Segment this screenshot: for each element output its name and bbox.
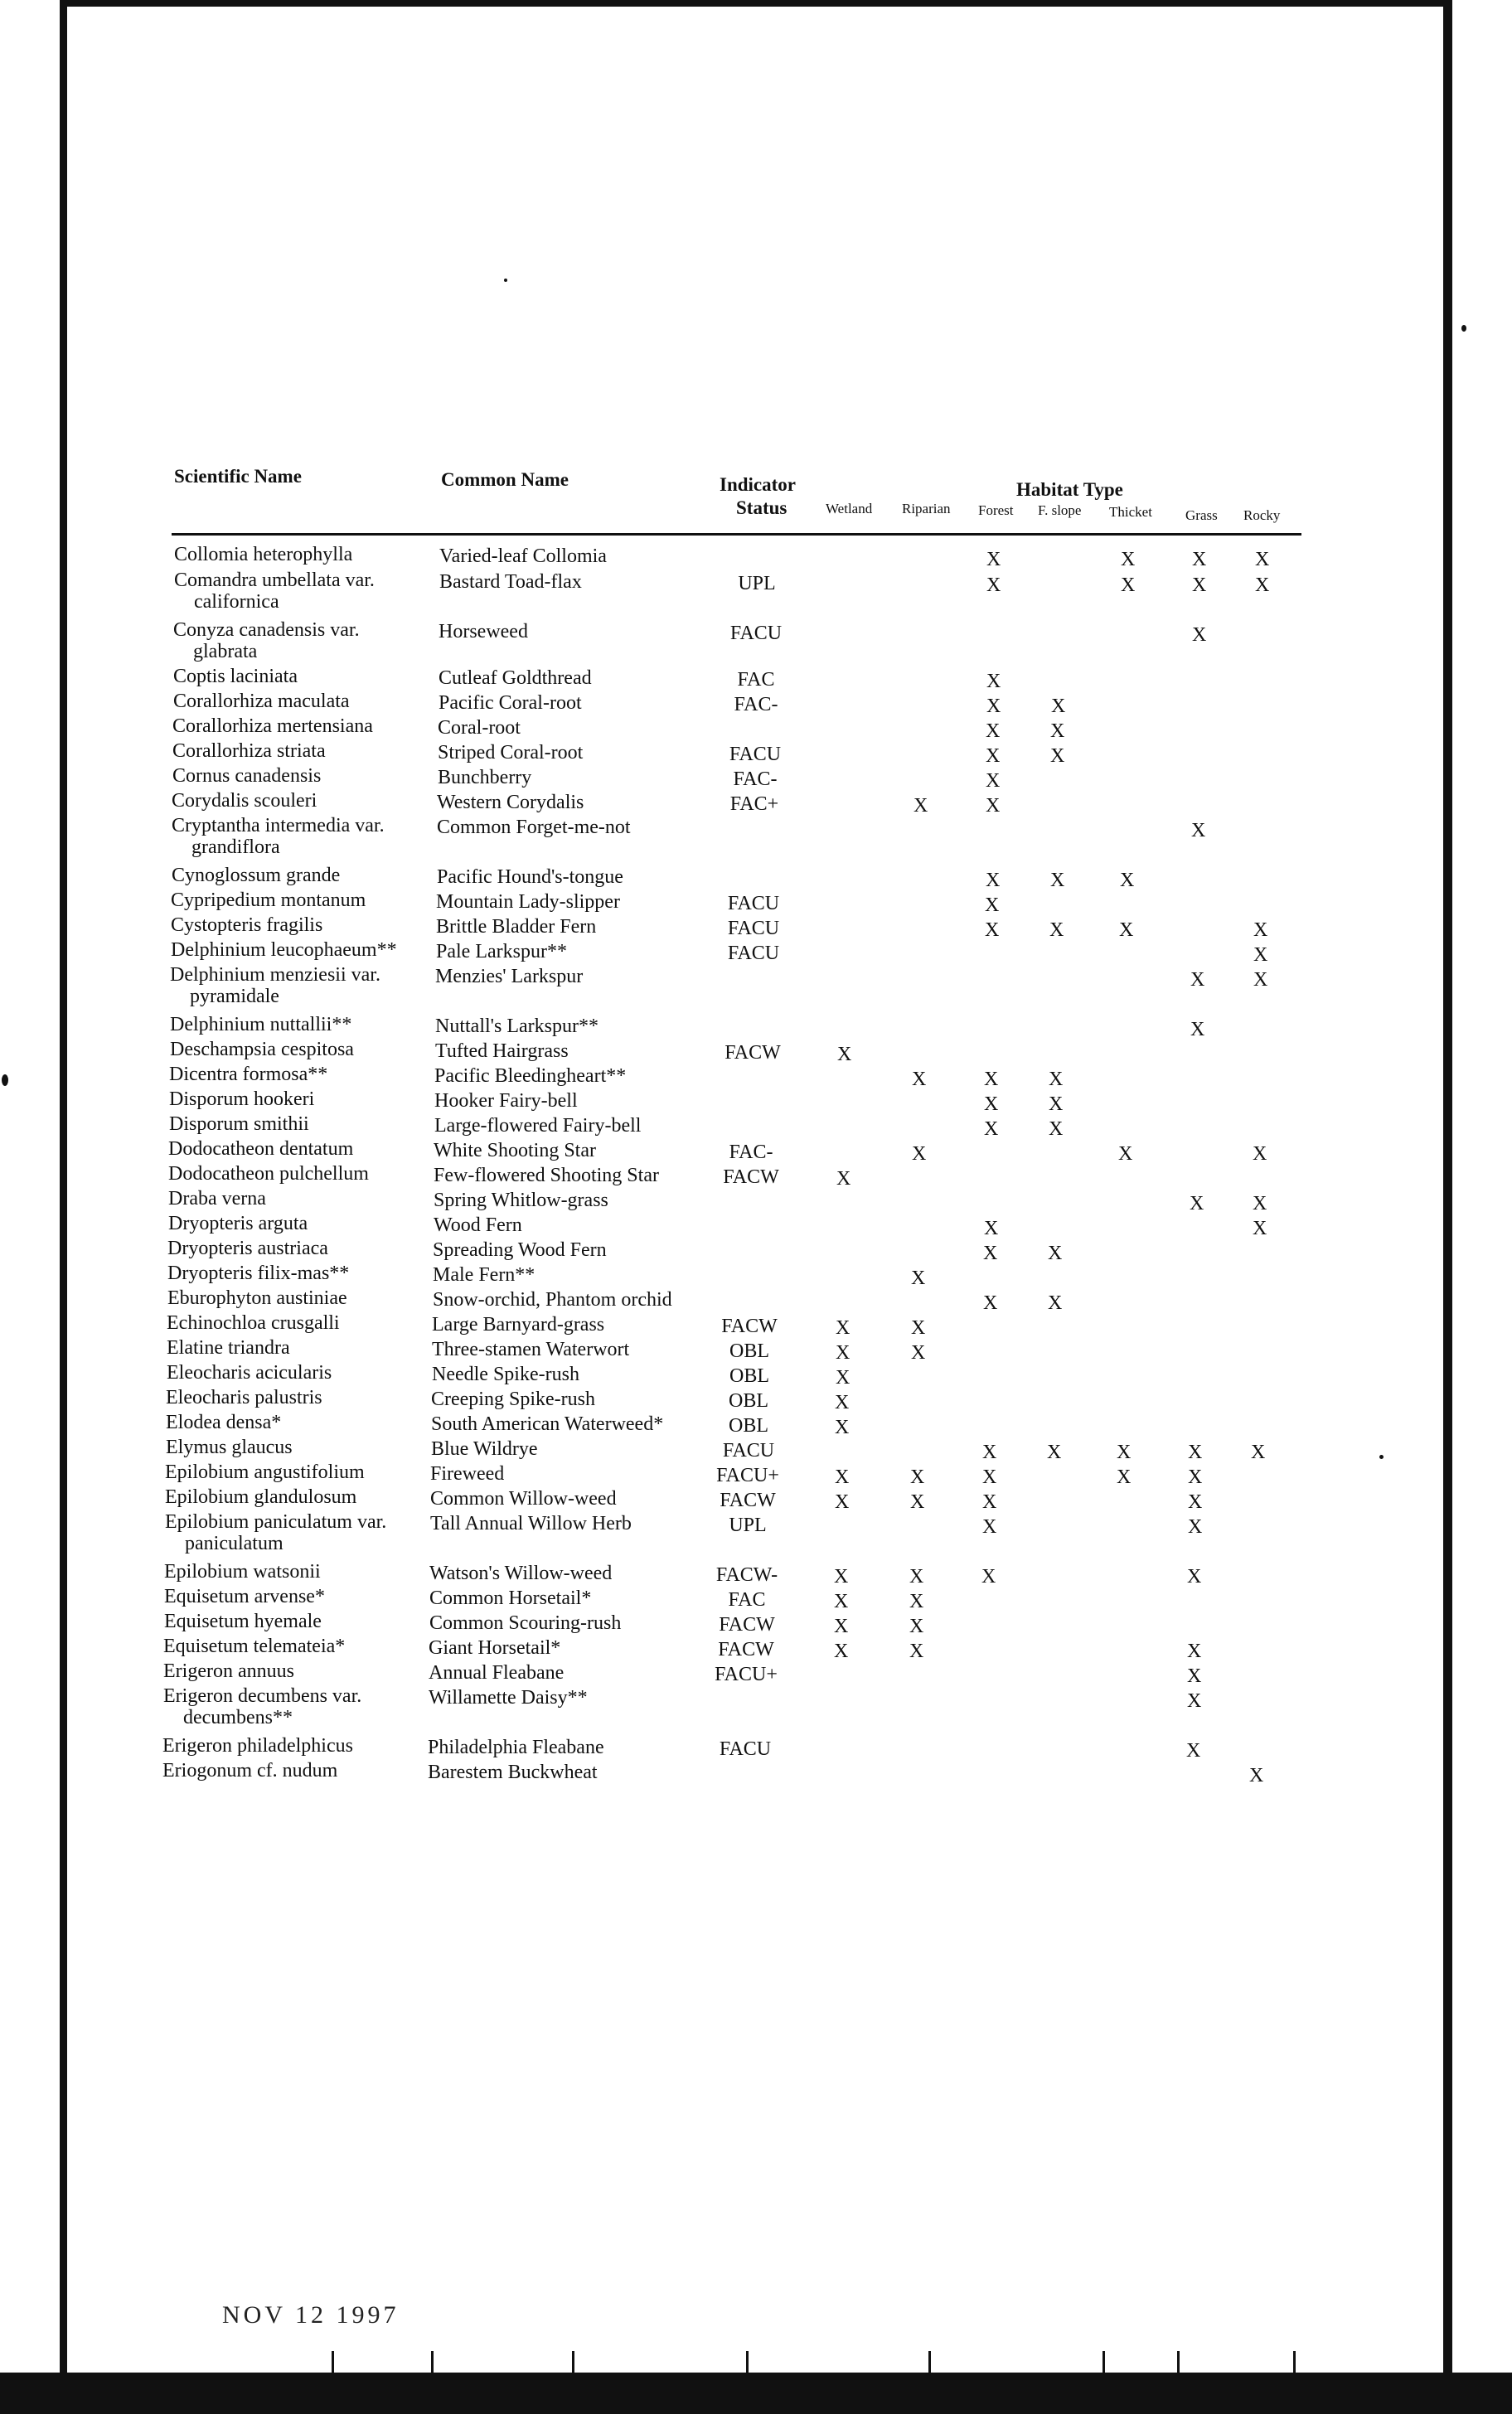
common-name: Pale Larkspur** (436, 941, 567, 962)
table-row (0, 1137, 1512, 1165)
habitat-mark-forest: X (986, 770, 1001, 792)
scientific-name: Delphinium leucophaeum** (171, 939, 397, 961)
habitat-mark-wetland: X (836, 1367, 850, 1389)
habitat-mark-fslope: X (1049, 1118, 1064, 1140)
indicator-status: FACU (722, 1440, 775, 1461)
habitat-mark-riparian: X (909, 1641, 924, 1662)
common-name: Spring Whitlow-grass (434, 1190, 608, 1211)
habitat-mark-forest: X (982, 1466, 997, 1488)
common-name: Pacific Hound's-tongue (437, 866, 623, 888)
table-row (0, 690, 1512, 715)
indicator-status: FACW (724, 1042, 781, 1064)
indicator-status: OBL (729, 1365, 769, 1387)
habitat-mark-thicket: X (1121, 549, 1136, 570)
habitat-mark-grass: X (1187, 1641, 1202, 1662)
table-row (0, 914, 1512, 941)
table-row (0, 1287, 1512, 1314)
indicator-status: FAC (737, 669, 775, 691)
common-name: Creeping Spike-rush (431, 1389, 595, 1410)
header-indicator: Indicator (720, 474, 796, 495)
scientific-name: Cynoglossum grande (172, 865, 341, 886)
header-common-name: Common Name (441, 469, 569, 490)
indicator-status: FACW (723, 1166, 779, 1188)
habitat-mark-rocky: X (1253, 1218, 1267, 1239)
habitat-mark-rocky: X (1253, 919, 1268, 941)
scientific-name: Erigeron philadelphicus (162, 1735, 353, 1757)
header-grass: Grass (1185, 507, 1218, 523)
habitat-mark-grass: X (1188, 1466, 1203, 1488)
common-name: Willamette Daisy** (429, 1687, 588, 1709)
habitat-mark-grass: X (1188, 1442, 1203, 1463)
habitat-mark-wetland: X (835, 1392, 850, 1413)
scientific-name: Disporum hookeri (169, 1088, 315, 1110)
habitat-mark-wetland: X (834, 1616, 849, 1637)
scientific-name: Cystopteris fragilis (171, 914, 323, 936)
habitat-mark-grass: X (1190, 1019, 1205, 1040)
scientific-name-continued: grandiflora (191, 836, 280, 858)
habitat-mark-rocky: X (1255, 549, 1270, 570)
indicator-status: FACW (718, 1639, 774, 1660)
table-row (0, 864, 1512, 889)
indicator-status: FAC- (729, 1142, 773, 1163)
scientific-name: Dodocatheon dentatum (168, 1138, 354, 1160)
habitat-mark-riparian: X (910, 1466, 925, 1488)
common-name: Needle Spike-rush (432, 1364, 579, 1385)
scientific-name: Equisetum telemateia* (163, 1636, 346, 1657)
scientific-name: Elodea densa* (166, 1412, 282, 1433)
scientific-name: Cryptantha intermedia var. (172, 815, 385, 836)
common-name: Snow-orchid, Phantom orchid (433, 1289, 672, 1311)
scientific-name-continued: californica (194, 591, 279, 613)
indicator-status: FAC+ (729, 793, 779, 815)
common-name: Western Corydalis (437, 792, 584, 813)
scan-bottom-ticks (0, 2351, 1512, 2373)
table-row (0, 1461, 1512, 1486)
scientific-name: Corallorhiza mertensiana (172, 715, 373, 737)
habitat-mark-fslope: X (1050, 870, 1065, 891)
table-row (0, 1660, 1512, 1687)
scientific-name: Epilobium angustifolium (165, 1461, 365, 1483)
habitat-mark-riparian: X (909, 1616, 924, 1637)
table-row (0, 1088, 1512, 1115)
habitat-mark-grass: X (1191, 820, 1206, 841)
habitat-mark-forest: X (986, 745, 1001, 767)
table-row (0, 739, 1512, 767)
indicator-status: FACU (727, 893, 780, 914)
scientific-name: Erigeron annuus (163, 1660, 294, 1682)
habitat-mark-wetland: X (836, 1317, 850, 1339)
table-row (0, 789, 1512, 817)
indicator-status: OBL (729, 1340, 769, 1362)
common-name: Common Forget-me-not (437, 817, 631, 838)
scientific-name: Cornus canadensis (172, 765, 322, 787)
scientific-name: Deschampsia cespitosa (170, 1039, 354, 1060)
header-status: Status (736, 497, 788, 518)
indicator-status: FACU (727, 943, 780, 964)
habitat-mark-thicket: X (1121, 574, 1136, 596)
habitat-mark-fslope: X (1047, 1442, 1062, 1463)
header-thicket: Thicket (1109, 504, 1152, 520)
scientific-name: Equisetum arvense* (164, 1586, 325, 1607)
common-name: Tufted Hairgrass (435, 1040, 569, 1062)
scientific-name: Corallorhiza maculata (173, 691, 350, 712)
table-row (0, 1436, 1512, 1461)
common-name: Cutleaf Goldthread (439, 667, 592, 689)
table-row (0, 569, 1512, 613)
scan-border-bottom (0, 2373, 1512, 2414)
header-rocky: Rocky (1243, 507, 1281, 523)
habitat-mark-forest: X (985, 919, 1000, 941)
habitat-mark-riparian: X (911, 1268, 926, 1289)
table-row (0, 1560, 1512, 1588)
table-row (0, 1585, 1512, 1610)
table-row (0, 1187, 1512, 1212)
habitat-mark-forest: X (986, 720, 1001, 742)
habitat-mark-riparian: X (912, 1143, 927, 1165)
habitat-mark-fslope: X (1048, 1292, 1063, 1314)
habitat-mark-riparian: X (909, 1566, 924, 1588)
habitat-mark-grass: X (1186, 1740, 1201, 1762)
indicator-status: FACU+ (716, 1465, 779, 1486)
indicator-status: FAC- (734, 694, 778, 715)
habitat-mark-grass: X (1192, 574, 1207, 596)
table-row (0, 938, 1512, 966)
indicator-status: FACU (729, 744, 782, 765)
common-name: Large-flowered Fairy-bell (434, 1115, 642, 1137)
habitat-mark-riparian: X (911, 1342, 926, 1364)
common-name: Blue Wildrye (431, 1438, 538, 1460)
table-row (0, 1063, 1512, 1088)
habitat-mark-rocky: X (1253, 969, 1268, 991)
table-row (0, 1162, 1512, 1190)
common-name: Annual Fleabane (429, 1662, 565, 1684)
habitat-mark-grass: X (1190, 969, 1205, 991)
scientific-name: Collomia heterophylla (174, 544, 353, 565)
indicator-status: FACU (727, 918, 780, 939)
habitat-mark-forest: X (986, 549, 1001, 570)
header-rule (172, 533, 1301, 536)
table-row (0, 963, 1512, 1007)
scan-speck (504, 279, 507, 282)
scientific-name: Draba verna (168, 1188, 266, 1209)
habitat-mark-forest: X (981, 1566, 996, 1588)
common-name: Giant Horsetail* (429, 1637, 561, 1659)
habitat-mark-forest: X (984, 1118, 999, 1140)
common-name: Three-stamen Waterwort (432, 1339, 630, 1360)
habitat-mark-forest: X (984, 1218, 999, 1239)
header-wetland: Wetland (826, 501, 873, 516)
habitat-mark-rocky: X (1251, 1442, 1266, 1463)
scientific-name: Elatine triandra (167, 1337, 290, 1359)
common-name: Mountain Lady-slipper (436, 891, 620, 913)
habitat-mark-wetland: X (835, 1491, 850, 1513)
header-habitat-type: Habitat Type (1016, 479, 1123, 500)
indicator-status: OBL (729, 1390, 768, 1412)
habitat-mark-riparian: X (910, 1491, 925, 1513)
habitat-mark-grass: X (1192, 549, 1207, 570)
indicator-status: FACU (729, 623, 783, 644)
common-name: Horseweed (439, 621, 528, 642)
common-name: Watson's Willow-weed (429, 1563, 613, 1584)
habitat-mark-grass: X (1188, 1491, 1203, 1513)
scientific-name: Dodocatheon pulchellum (168, 1163, 369, 1185)
habitat-mark-thicket: X (1119, 919, 1134, 941)
common-name: Nuttall's Larkspur** (435, 1016, 598, 1037)
habitat-mark-wetland: X (835, 1466, 850, 1488)
common-name: Spreading Wood Fern (433, 1239, 607, 1261)
table-row (0, 1237, 1512, 1262)
table-row (0, 665, 1512, 690)
habitat-mark-forest: X (982, 1491, 997, 1513)
habitat-mark-grass: X (1187, 1566, 1202, 1588)
common-name: Common Horsetail* (429, 1588, 592, 1609)
common-name: Pacific Bleedingheart** (434, 1065, 627, 1087)
habitat-mark-rocky: X (1249, 1765, 1264, 1786)
common-name: White Shooting Star (434, 1140, 596, 1161)
indicator-status: OBL (729, 1415, 768, 1437)
table-row (0, 1038, 1512, 1063)
table-row (0, 1013, 1512, 1038)
common-name: Striped Coral-root (438, 742, 584, 763)
scientific-name: Erigeron decumbens var. (163, 1685, 362, 1707)
scientific-name: Dryopteris filix-mas** (167, 1263, 350, 1284)
common-name: Few-flowered Shooting Star (434, 1165, 659, 1186)
habitat-mark-thicket: X (1118, 1143, 1133, 1165)
indicator-status: FACW (719, 1614, 775, 1636)
habitat-mark-wetland: X (834, 1566, 849, 1588)
habitat-mark-forest: X (982, 1516, 997, 1538)
scientific-name: Eleocharis acicularis (167, 1362, 332, 1384)
habitat-mark-rocky: X (1253, 944, 1268, 966)
indicator-status: UPL (729, 1515, 767, 1536)
common-name: Male Fern** (433, 1264, 536, 1286)
table-row (0, 1262, 1512, 1287)
indicator-status: FAC (728, 1589, 766, 1611)
scientific-name: Delphinium menziesii var. (170, 964, 380, 986)
scientific-name-continued: decumbens** (183, 1707, 293, 1728)
scientific-name: Dicentra formosa** (169, 1064, 328, 1085)
habitat-mark-fslope: X (1051, 696, 1066, 717)
table-row (0, 1212, 1512, 1237)
scan-speck (1461, 325, 1466, 332)
habitat-mark-grass: X (1190, 1193, 1204, 1214)
table-row (0, 814, 1512, 858)
habitat-mark-fslope: X (1050, 745, 1065, 767)
indicator-status: FACW (720, 1490, 776, 1511)
habitat-mark-grass: X (1187, 1665, 1202, 1687)
common-name: South American Waterweed* (431, 1413, 664, 1435)
scientific-name: Equisetum hyemale (164, 1611, 322, 1632)
indicator-status: FACW (721, 1316, 778, 1337)
table-row (0, 1684, 1512, 1728)
scientific-name: Elymus glaucus (166, 1437, 293, 1458)
common-name: Varied-leaf Collomia (439, 545, 607, 567)
habitat-mark-wetland: X (836, 1168, 851, 1190)
habitat-mark-thicket: X (1117, 1442, 1132, 1463)
habitat-mark-forest: X (986, 696, 1001, 717)
scientific-name: Eburophyton austiniae (167, 1287, 347, 1309)
habitat-mark-rocky: X (1255, 574, 1270, 596)
table-row (0, 543, 1512, 568)
common-name: Coral-root (438, 717, 521, 739)
common-name: Wood Fern (434, 1214, 522, 1236)
scientific-name-continued: glabrata (193, 641, 258, 662)
common-name: Pacific Coral-root (439, 692, 582, 714)
scientific-name: Eleocharis palustris (166, 1387, 322, 1408)
common-name: Brittle Bladder Fern (436, 916, 597, 938)
scientific-name: Coptis laciniata (173, 666, 298, 687)
scientific-name: Dryopteris arguta (168, 1213, 308, 1234)
habitat-mark-forest: X (983, 1292, 998, 1314)
common-name: Fireweed (430, 1463, 505, 1485)
habitat-mark-forest: X (982, 1442, 997, 1463)
scientific-name: Epilobium glandulosum (165, 1486, 357, 1508)
table-row (0, 1486, 1512, 1513)
table-row (0, 1112, 1512, 1140)
header-forest: Forest (978, 502, 1014, 518)
habitat-mark-riparian: X (914, 795, 928, 817)
habitat-mark-forest: X (984, 1093, 999, 1115)
habitat-mark-forest: X (985, 894, 1000, 916)
indicator-status: FAC- (733, 768, 778, 790)
scientific-name: Cypripedium montanum (171, 889, 366, 911)
table-row (0, 764, 1512, 792)
table-row (0, 618, 1512, 662)
scientific-name: Eriogonum cf. nudum (162, 1760, 338, 1781)
table-row (0, 1734, 1512, 1762)
indicator-status: UPL (738, 573, 776, 594)
common-name: Philadelphia Fleabane (428, 1737, 604, 1758)
habitat-mark-riparian: X (912, 1069, 927, 1090)
table-row (0, 1635, 1512, 1660)
common-name: Barestem Buckwheat (428, 1762, 598, 1783)
table-row (0, 1510, 1512, 1554)
scientific-name: Corallorhiza striata (172, 740, 326, 762)
table-row (0, 1336, 1512, 1364)
habitat-mark-forest: X (984, 1069, 999, 1090)
table-row (0, 1386, 1512, 1411)
table-row (0, 1759, 1512, 1784)
habitat-mark-riparian: X (909, 1591, 924, 1612)
scientific-name: Delphinium nuttallii** (170, 1014, 352, 1035)
table-row (0, 1610, 1512, 1635)
table-row (0, 889, 1512, 914)
scientific-name: Echinochloa crusgalli (167, 1312, 340, 1334)
common-name: Hooker Fairy-bell (434, 1090, 578, 1112)
scientific-name: Comandra umbellata var. (174, 570, 375, 591)
scientific-name: Corydalis scouleri (172, 790, 317, 812)
habitat-mark-thicket: X (1117, 1466, 1132, 1488)
habitat-mark-fslope: X (1049, 1093, 1064, 1115)
habitat-mark-rocky: X (1253, 1193, 1267, 1214)
habitat-mark-forest: X (986, 574, 1001, 596)
habitat-mark-forest: X (983, 1243, 998, 1264)
habitat-mark-wetland: X (834, 1591, 849, 1612)
date-stamp: NOV 12 1997 (222, 2301, 400, 2329)
common-name: Common Willow-weed (430, 1488, 617, 1510)
table-row (0, 1311, 1512, 1339)
scientific-name: Dryopteris austriaca (167, 1238, 328, 1259)
header-riparian: Riparian (902, 501, 951, 516)
habitat-mark-riparian: X (911, 1317, 926, 1339)
habitat-mark-fslope: X (1050, 720, 1065, 742)
habitat-mark-thicket: X (1120, 870, 1135, 891)
habitat-mark-wetland: X (837, 1044, 852, 1065)
habitat-mark-rocky: X (1253, 1143, 1267, 1165)
indicator-status: FACW- (715, 1564, 778, 1586)
habitat-mark-forest: X (986, 795, 1001, 817)
table-row (0, 1361, 1512, 1389)
header-fslope: F. slope (1038, 502, 1082, 518)
habitat-mark-grass: X (1188, 1516, 1203, 1538)
scientific-name: Epilobium watsonii (164, 1561, 321, 1583)
indicator-status: FACU (719, 1738, 772, 1760)
common-name: Bunchberry (438, 767, 532, 788)
scientific-name: Disporum smithii (169, 1113, 309, 1135)
table-row (0, 715, 1512, 742)
common-name: Menzies' Larkspur (435, 966, 584, 987)
scientific-name-continued: pyramidale (190, 986, 279, 1007)
header-scientific-name: Scientific Name (174, 466, 302, 487)
habitat-mark-grass: X (1192, 624, 1207, 646)
habitat-mark-fslope: X (1048, 1243, 1063, 1264)
scientific-name: Conyza canadensis var. (173, 619, 360, 641)
habitat-mark-fslope: X (1049, 1069, 1064, 1090)
habitat-mark-wetland: X (834, 1641, 849, 1662)
habitat-mark-wetland: X (835, 1417, 850, 1438)
table-row (0, 1411, 1512, 1436)
common-name: Bastard Toad-flax (439, 571, 582, 593)
scientific-name-continued: paniculatum (185, 1533, 284, 1554)
habitat-mark-fslope: X (1049, 919, 1064, 941)
habitat-mark-forest: X (986, 671, 1001, 692)
scientific-name: Epilobium paniculatum var. (165, 1511, 387, 1533)
common-name: Large Barnyard-grass (432, 1314, 605, 1335)
common-name: Common Scouring-rush (429, 1612, 622, 1634)
habitat-mark-forest: X (986, 870, 1001, 891)
indicator-status: FACU+ (715, 1664, 778, 1685)
habitat-mark-grass: X (1187, 1690, 1202, 1712)
habitat-mark-wetland: X (836, 1342, 850, 1364)
common-name: Tall Annual Willow Herb (430, 1513, 632, 1534)
scan-border-top (60, 0, 1452, 7)
